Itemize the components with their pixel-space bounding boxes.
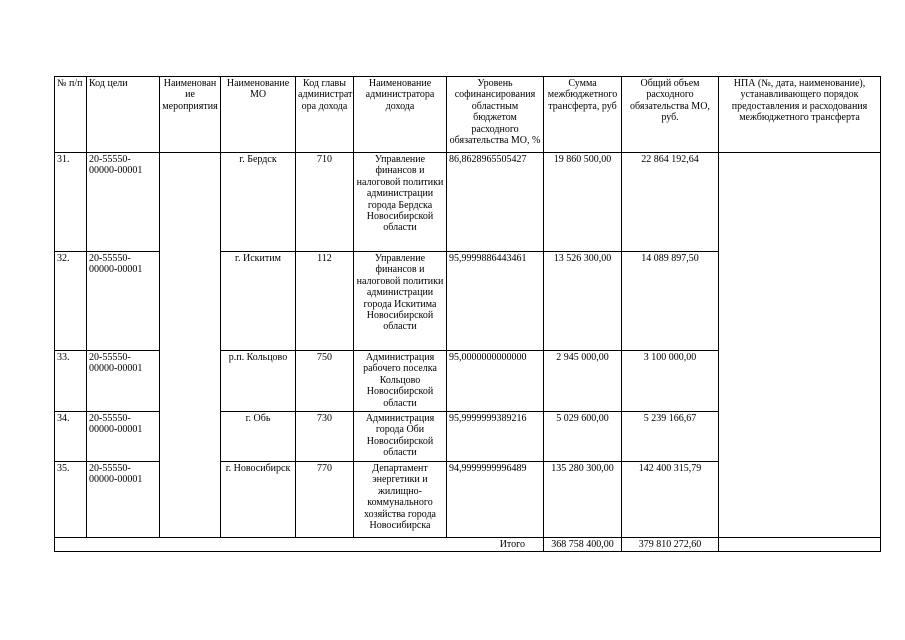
cell-num: 31. [55, 153, 87, 252]
cell-sum: 135 280 300,00 [544, 462, 622, 538]
cell-admin-name: Администрация города Оби Новосибирской области [354, 412, 447, 462]
cell-admin-code: 730 [296, 412, 354, 462]
cell-admin-name: Департамент энергетики и жилищно-коммунального хозяйства города Новосибирска [354, 462, 447, 538]
cell-npa-merged [719, 153, 881, 538]
cell-num: 34. [55, 412, 87, 462]
cell-total: 14 089 897,50 [622, 252, 719, 351]
cell-level: 94,9999999996489 [447, 462, 544, 538]
cell-admin-code: 112 [296, 252, 354, 351]
table-footer-row [55, 538, 881, 552]
header-admin-name: Наименование администратора дохода [354, 77, 447, 153]
cell-code: 20-55550-00000-00001 [87, 462, 160, 538]
header-npa: НПА (№, дата, наименование), устанавливающего порядок предоставления и расходования межбюджетного трансферта [719, 77, 881, 153]
cell-total: 142 400 315,79 [622, 462, 719, 538]
cell-code: 20-55550-00000-00001 [87, 252, 160, 351]
cell-num: 35. [55, 462, 87, 538]
header-total: Общий объем расходного обязательства МО, руб. [622, 77, 719, 153]
footer-total: 379 810 272,60 [622, 538, 719, 552]
cell-code: 20-55550-00000-00001 [87, 153, 160, 252]
footer-npa [719, 538, 881, 552]
header-code: Код цели [87, 77, 160, 153]
footer-sum: 368 758 400,00 [544, 538, 622, 552]
cell-code: 20-55550-00000-00001 [87, 351, 160, 412]
header-event: Наименован ие мероприятия [160, 77, 221, 153]
cell-total: 3 100 000,00 [622, 351, 719, 412]
header-sum: Сумма межбюджетного трансферта, руб [544, 77, 622, 153]
footer-label: Итого [55, 538, 544, 552]
cell-admin-code: 710 [296, 153, 354, 252]
cell-level: 95,0000000000000 [447, 351, 544, 412]
cell-total: 5 239 166,67 [622, 412, 719, 462]
cell-level: 86,8628965505427 [447, 153, 544, 252]
cell-mo: г. Обь [221, 412, 296, 462]
header-level: Уровень софинансирования областным бюджетом расходного обязательства МО, % [447, 77, 544, 153]
cell-admin-name: Администрация рабочего поселка Кольцово Новосибирской области [354, 351, 447, 412]
cell-total: 22 864 192,64 [622, 153, 719, 252]
cell-mo: г. Бердск [221, 153, 296, 252]
header-admin-code: Код главы администрат ора дохода [296, 77, 354, 153]
cell-mo: г. Искитим [221, 252, 296, 351]
cell-num: 33. [55, 351, 87, 412]
cell-mo: р.п. Кольцово [221, 351, 296, 412]
cell-admin-code: 750 [296, 351, 354, 412]
cell-code: 20-55550-00000-00001 [87, 412, 160, 462]
document-page [54, 76, 880, 552]
cell-num: 32. [55, 252, 87, 351]
cell-sum: 19 860 500,00 [544, 153, 622, 252]
cell-admin-code: 770 [296, 462, 354, 538]
cell-admin-name: Управление финансов и налоговой политики администрации города Искитима Новосибирской области [354, 252, 447, 351]
cell-sum: 5 029 600,00 [544, 412, 622, 462]
cell-event-merged [160, 153, 221, 538]
cell-admin-name: Управление финансов и налоговой политики администрации города Бердска Новосибирской области [354, 153, 447, 252]
table-row [55, 153, 881, 252]
header-num: № п/п [55, 77, 87, 153]
cell-level: 95,9999886443461 [447, 252, 544, 351]
cell-sum: 13 526 300,00 [544, 252, 622, 351]
cell-mo: г. Новосибирск [221, 462, 296, 538]
cell-sum: 2 945 000,00 [544, 351, 622, 412]
budget-transfer-table [54, 76, 881, 552]
cell-level: 95,9999999389216 [447, 412, 544, 462]
table-header-row [55, 77, 881, 153]
header-mo: Наименование МО [221, 77, 296, 153]
